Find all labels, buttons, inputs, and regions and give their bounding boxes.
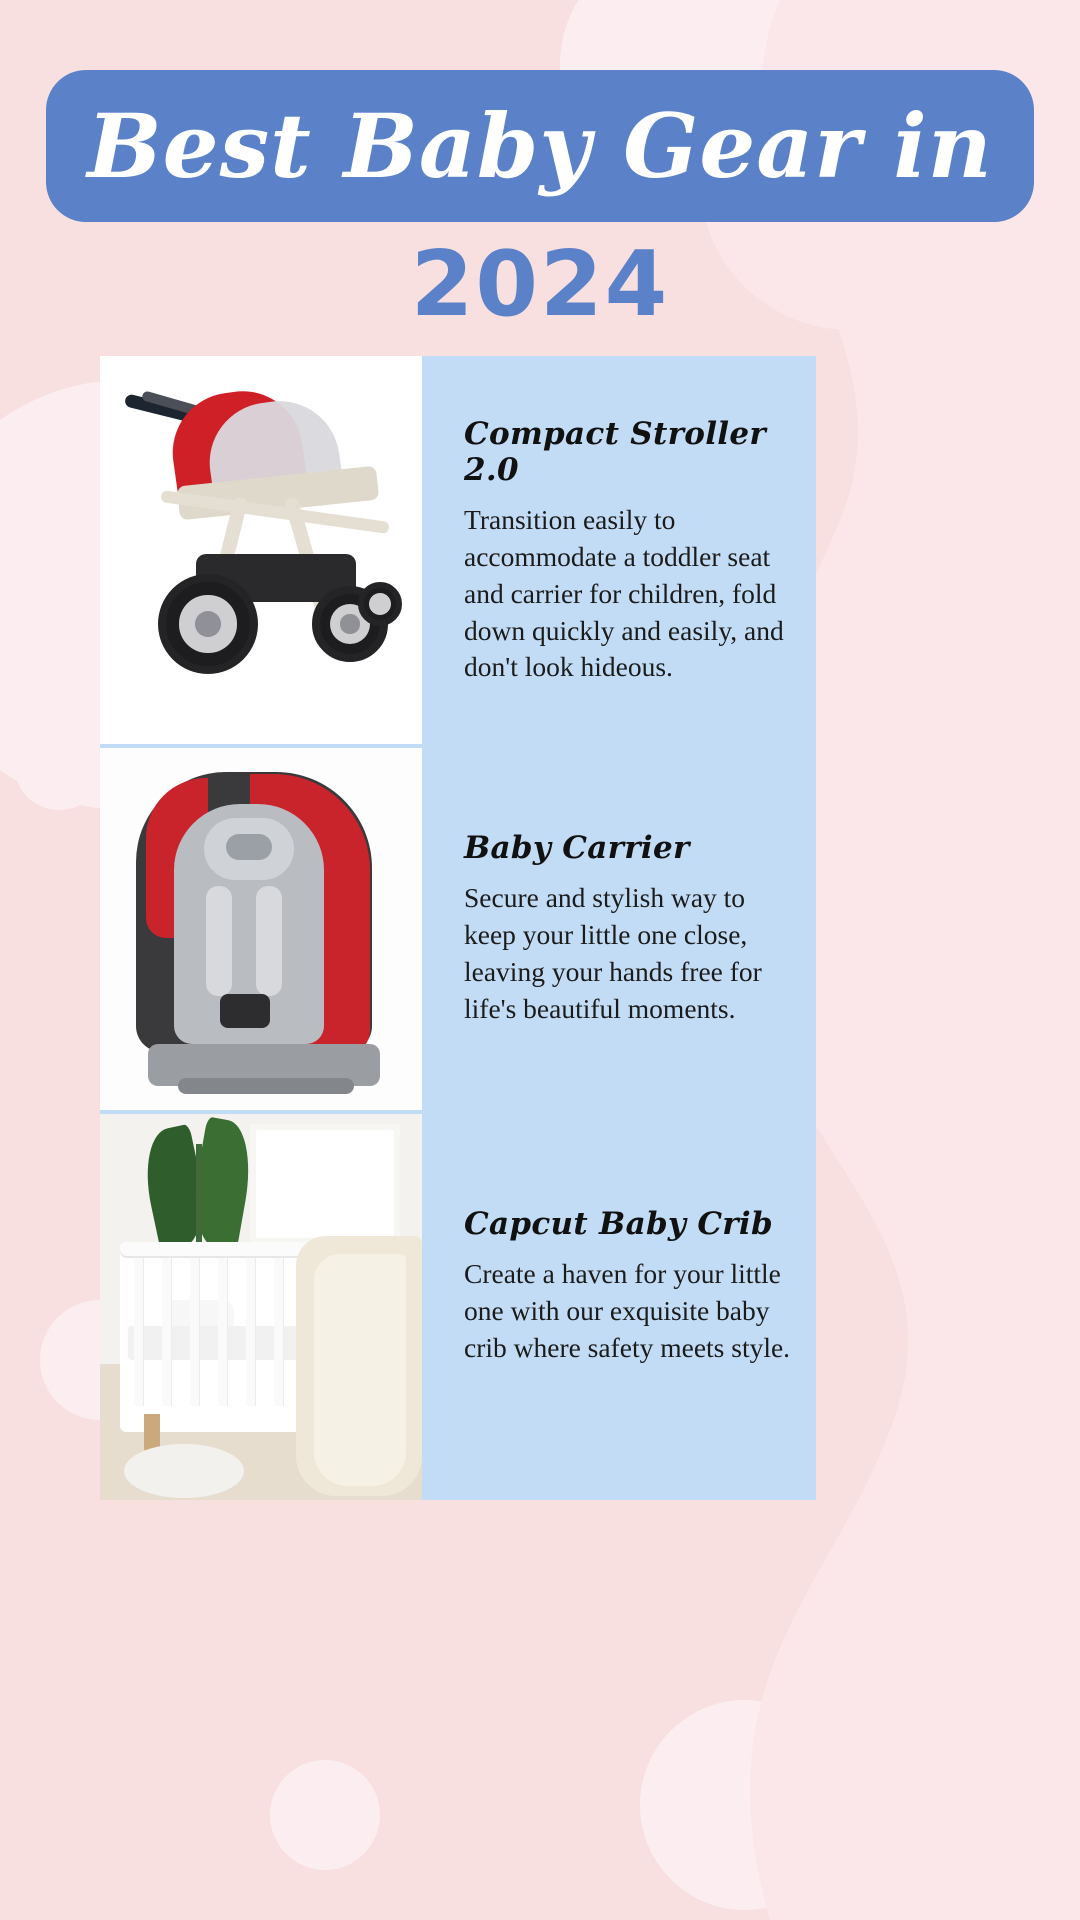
list-item	[100, 356, 816, 744]
page-title: Best Baby Gear in	[87, 94, 993, 198]
title-banner	[46, 70, 1034, 222]
car-seat-photo	[100, 748, 422, 1110]
product-text	[422, 356, 816, 744]
product-description: Transition easily to accommodate a toddler seat and carrier for children, fold down quickly and easily, and don't look hideous.	[464, 504, 784, 683]
decorative-circle	[270, 1760, 380, 1870]
product-title: Capcut Baby Crib	[464, 1206, 773, 1242]
product-description: Create a haven for your little one with our exquisite baby crib where safety meets style.	[464, 1258, 791, 1363]
page-year: 2024	[410, 232, 670, 337]
list-item	[100, 748, 816, 1110]
product-title: Compact Stroller 2.0	[464, 416, 767, 488]
product-description: Secure and stylish way to keep your little one close, leaving your hands free for life's beautiful moments.	[464, 882, 762, 1024]
product-title: Baby Carrier	[464, 830, 690, 867]
list-item	[100, 1114, 816, 1500]
product-text	[422, 748, 816, 1110]
product-list	[100, 356, 816, 1500]
stroller-photo	[100, 356, 422, 744]
decorative-circle	[14, 720, 104, 810]
product-text	[422, 1114, 816, 1500]
crib-photo	[100, 1114, 422, 1500]
